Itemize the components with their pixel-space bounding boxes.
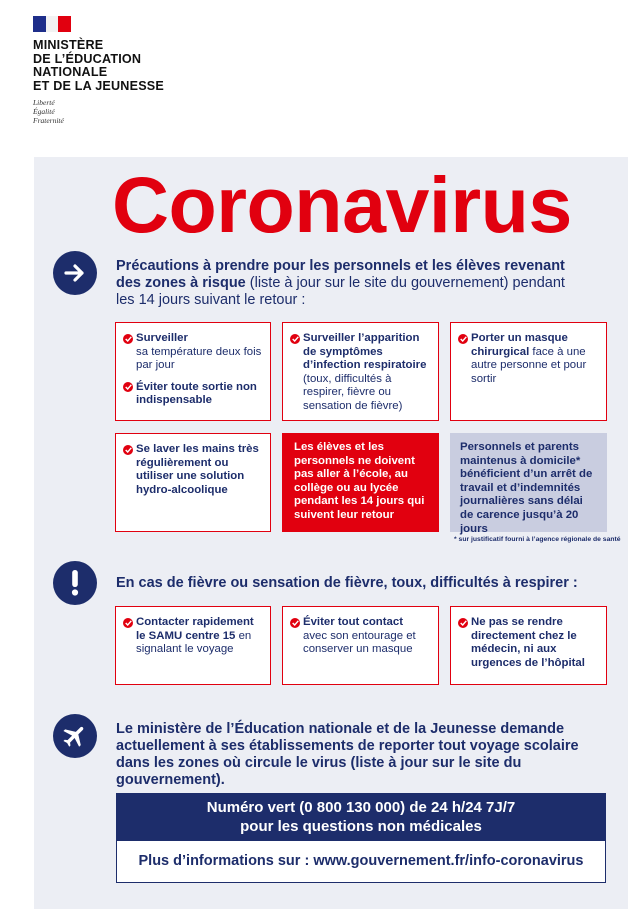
precaution-box-symptoms — [282, 322, 439, 421]
school-exclusion-box: Les élèves et les personnels ne doivent pas aller à l’école, au collège ou au lycée pendant les 14 jours qui suivent leur retour — [282, 433, 439, 532]
section1-intro: Précautions à prendre pour les personnels et les élèves revenant des zones à risque (liste à jour sur le site du gouvernement) pendant les 14 jours suivant le retour : — [116, 258, 565, 308]
poster-panel — [34, 157, 628, 909]
check-icon — [123, 445, 133, 455]
list-item: Éviter toute sortie non indispensable — [123, 381, 262, 408]
exclamation-icon — [53, 561, 97, 605]
list-item: Se laver les mains très régulièrement ou utiliser une solution hydro-alcoolique — [123, 443, 262, 497]
poster-title: Coronavirus — [112, 160, 572, 249]
section3-travel-notice: Le ministère de l’Éducation nationale et de la Jeunesse demande actuellement à ses établissements de reporter tout voyage scolaire dans les zones où circule le virus (liste à jour sur le site du gouvernement). — [116, 721, 579, 788]
sick-leave-box: Personnels et parents maintenus à domicile* bénéficient d’un arrêt de travail et d’indemnités journalières sans délai de carence jusqu’à 20 jours — [450, 433, 607, 532]
info-link[interactable]: Plus d’informations sur : www.gouvernement.fr/info-coronavirus — [116, 841, 606, 883]
hotline-banner — [116, 793, 606, 841]
check-icon — [458, 334, 468, 344]
check-icon — [123, 618, 133, 628]
precaution-box-mask — [450, 322, 607, 421]
check-icon — [290, 334, 300, 344]
section2-heading: En cas de fièvre ou sensation de fièvre, toux, difficultés à respirer : — [116, 575, 578, 591]
check-icon — [123, 334, 133, 344]
fever-box-contact — [282, 606, 439, 685]
check-icon — [290, 618, 300, 628]
list-item: Éviter tout contact avec son entourage et conserver un masque — [290, 616, 430, 657]
list-item: Ne pas se rendre directement chez le médecin, ni aux urgences de l’hôpital — [458, 616, 598, 670]
check-icon — [458, 618, 468, 628]
list-item: Surveiller l’apparition de symptômes d’infection respiratoire (toux, difficultés à respirer, fièvre ou sensation de fièvre) — [290, 332, 430, 414]
fever-box-doctor — [450, 606, 607, 685]
hotline-subtitle: pour les questions non médicales — [240, 818, 482, 835]
list-item: Porter un masque chirurgical face à une autre personne et pour sortir — [458, 332, 598, 386]
precaution-box-temperature — [115, 322, 271, 421]
list-item: Contacter rapidement le SAMU centre 15 en signalant le voyage — [123, 616, 262, 657]
check-icon — [123, 382, 133, 392]
hotline-number: Numéro vert (0 800 130 000) de 24 h/24 7J/7 — [206, 799, 516, 816]
fever-box-samu — [115, 606, 271, 685]
airplane-icon — [53, 714, 97, 758]
ministry-header — [33, 16, 164, 125]
list-item: Surveiller sa température deux fois par jour — [123, 332, 262, 373]
ministry-name: MINISTÈRE DE L’ÉDUCATION NATIONALE ET DE LA JEUNESSE — [33, 38, 164, 93]
precaution-box-handwashing — [115, 433, 271, 532]
footnote: * sur justificatif fourni à l’agence régionale de santé — [454, 536, 621, 543]
french-flag-logo — [33, 16, 71, 32]
arrow-right-icon — [53, 251, 97, 295]
republic-motto: Liberté Égalité Fraternité — [33, 98, 64, 126]
